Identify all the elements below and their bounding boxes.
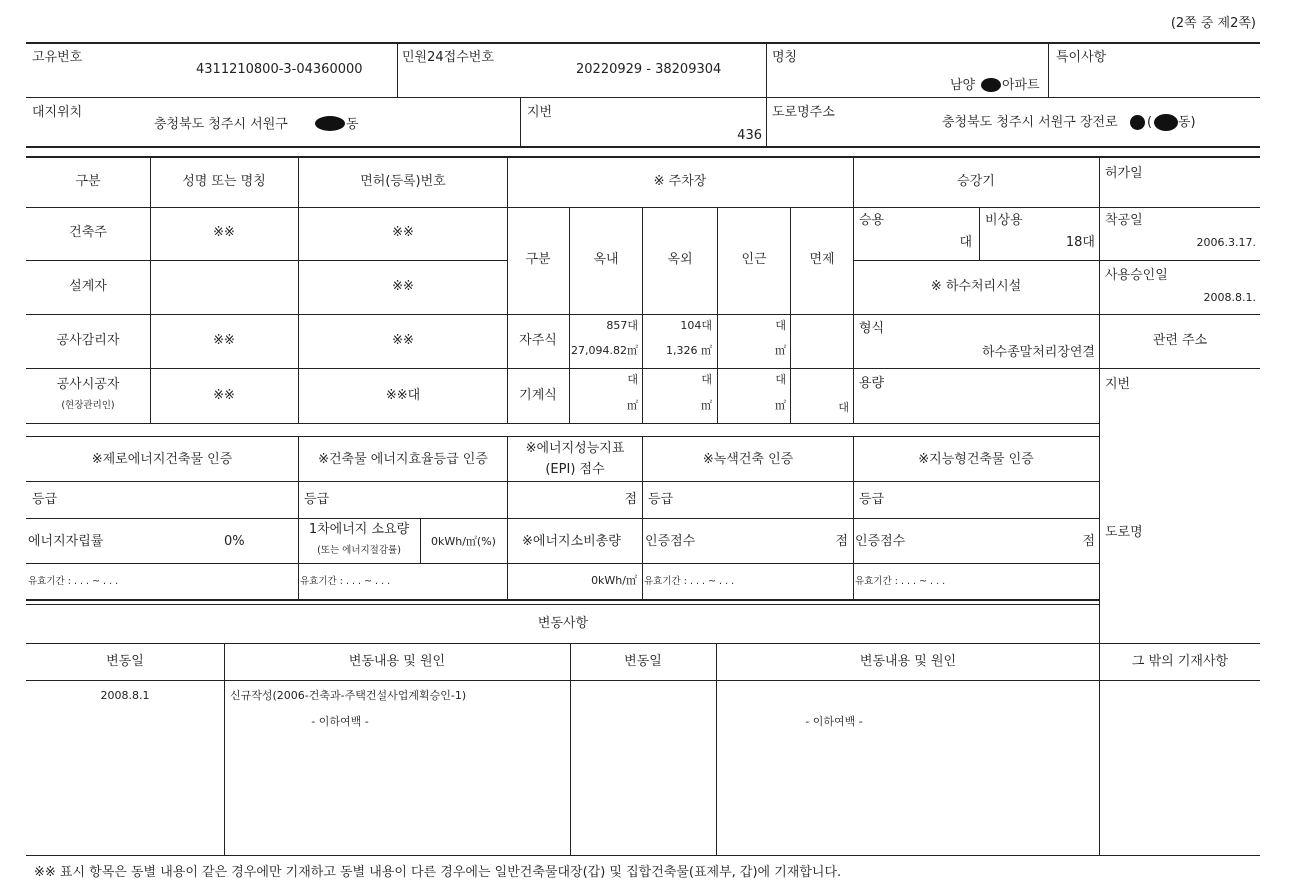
eff-validity: 유효기간 : . . . ~ . . . — [300, 576, 391, 587]
minwon-value: 20220929 - 38209304 — [576, 62, 722, 77]
smart-cert: ※지능형건축물 인증 — [918, 452, 1034, 467]
zero-energy-cert: ※제로에너지건축물 인증 — [91, 452, 233, 467]
road-address-label: 도로명주소 — [772, 105, 835, 120]
lot-value: 436 — [737, 128, 762, 143]
emergency-label: 비상용 — [985, 213, 1023, 228]
changes-col-date-1: 변동일 — [106, 654, 144, 669]
related-lot-label: 지번 — [1105, 377, 1131, 392]
primary-energy-label: 1차에너지 소요량 — [308, 522, 410, 537]
smart-grade-label: 등급 — [859, 492, 885, 507]
parking-title: ※ 주차장 — [653, 174, 707, 189]
redaction-mark — [981, 78, 1001, 92]
smart-score-label: 인증점수 — [855, 534, 906, 549]
changes-col-content-1: 변동내용 및 원인 — [348, 654, 446, 669]
people-col-category: 구분 — [75, 174, 101, 189]
mech-nearby-count: 대 — [775, 373, 786, 386]
mech-nearby-area: ㎡ — [775, 399, 786, 412]
supervisor-license: ※※ — [392, 333, 414, 348]
mech-indoor-count: 대 — [627, 373, 638, 386]
contractor-name: ※※ — [213, 388, 235, 403]
owner-role: 건축주 — [69, 225, 107, 240]
sewage-type-label: 형식 — [859, 321, 885, 336]
site-location-label: 대지위치 — [32, 105, 83, 120]
epi-line2: (EPI) 점수 — [545, 462, 605, 477]
related-road-label: 도로명 — [1105, 525, 1143, 540]
blank-below-2: - 이하여백 - — [805, 715, 863, 728]
self-reliance-label: 에너지자립률 — [28, 534, 104, 549]
parking-mech-label: 기계식 — [519, 388, 557, 403]
people-col-license: 면허(등록)번호 — [360, 174, 446, 189]
self-outdoor-count: 104대 — [680, 319, 712, 332]
supervisor-name: ※※ — [213, 333, 235, 348]
zero-grade-label: 등급 — [32, 492, 58, 507]
emergency-value: 18대 — [1065, 235, 1095, 250]
eff-grade-label: 등급 — [304, 492, 330, 507]
related-address-label: 관련 주소 — [1152, 333, 1208, 348]
zero-validity: 유효기간 : . . . ~ . . . — [28, 576, 119, 587]
approval-date-label: 사용승인일 — [1105, 268, 1168, 283]
start-date-label: 착공일 — [1105, 213, 1143, 228]
mech-outdoor-count: 대 — [701, 373, 712, 386]
total-consumption-value: 0kWh/㎡ — [591, 574, 637, 587]
change-entry-content: 신규작성(2006-건축과-주택건설사업계획승인-1) — [230, 689, 467, 702]
unique-no-value: 4311210800-3-04360000 — [196, 62, 363, 77]
primary-energy-value: 0kWh/㎡(%) — [431, 535, 496, 548]
site-location-suffix: 동 — [346, 117, 359, 132]
road-address-prefix: 충청북도 청주시 서원구 장전로 — [942, 115, 1118, 130]
self-outdoor-area: 1,326 ㎡ — [666, 344, 712, 357]
name-value-suffix: 아파트 — [1002, 78, 1040, 93]
sewage-type-value: 하수종말처리장연결 — [981, 345, 1095, 360]
epi-unit: 점 — [624, 492, 637, 507]
energy-efficiency-cert: ※건축물 에너지효율등급 인증 — [318, 452, 488, 467]
owner-license: ※※ — [392, 225, 414, 240]
green-score-label: 인증점수 — [645, 534, 696, 549]
road-address-mid: ( — [1147, 115, 1153, 130]
lot-label: 지번 — [527, 105, 553, 120]
self-reliance-value: 0% — [224, 534, 245, 549]
primary-energy-sub: (또는 에너지절감률) — [317, 545, 401, 556]
unique-no-label: 고유번호 — [32, 50, 83, 65]
changes-col-content-2: 변동내용 및 원인 — [859, 654, 957, 669]
page-indicator: (2쪽 중 제2쪽) — [1170, 16, 1256, 31]
total-consumption-label: ※에너지소비총량 — [522, 534, 621, 549]
designer-license: ※※ — [392, 279, 414, 294]
site-location-prefix: 충청북도 청주시 서원구 — [154, 117, 288, 132]
special-label: 특이사항 — [1056, 50, 1107, 65]
contractor-license: ※※대 — [385, 388, 421, 403]
mech-outdoor-area: ㎡ — [701, 399, 712, 412]
passenger-value: 대 — [959, 235, 972, 250]
parking-col-exempt: 면제 — [809, 252, 835, 267]
designer-role: 설계자 — [69, 279, 107, 294]
self-nearby-area: ㎡ — [775, 344, 786, 357]
redaction-mark — [1154, 114, 1178, 131]
changes-col-date-2: 변동일 — [624, 654, 662, 669]
self-indoor-count: 857대 — [606, 319, 638, 332]
elevator-title: 승강기 — [957, 174, 995, 189]
parking-col-category: 구분 — [525, 252, 551, 267]
parking-col-indoor: 옥내 — [593, 252, 619, 267]
owner-name: ※※ — [213, 225, 235, 240]
exempt-value: 대 — [838, 401, 849, 414]
sewage-title: ※ 하수처리시설 — [930, 279, 1022, 294]
permit-date-label: 허가일 — [1105, 166, 1143, 181]
redaction-mark — [1130, 115, 1145, 130]
epi-line1: ※에너지성능지표 — [525, 441, 625, 456]
smart-validity: 유효기간 : . . . ~ . . . — [855, 576, 946, 587]
name-value-prefix: 남양 — [950, 78, 976, 93]
green-validity: 유효기간 : . . . ~ . . . — [644, 576, 735, 587]
green-grade-label: 등급 — [648, 492, 674, 507]
approval-date-value: 2008.8.1. — [1203, 291, 1256, 304]
main-top-border — [26, 156, 1260, 158]
footnote: ※※ 표시 항목은 동별 내용이 같은 경우에만 기재하고 동별 내용이 다른 경우에는 일반건축물대장(갑) 및 집합건축물(표제부, 갑)에 기재합니다. — [34, 865, 842, 880]
change-entry-date: 2008.8.1 — [100, 689, 150, 702]
parking-col-outdoor: 옥외 — [667, 252, 693, 267]
minwon-label: 민원24접수번호 — [402, 50, 494, 65]
changes-col-other: 그 밖의 기재사항 — [1131, 654, 1229, 669]
road-address-suffix: 동) — [1178, 115, 1196, 130]
green-cert: ※녹색건축 인증 — [702, 452, 794, 467]
changes-title: 변동사항 — [537, 616, 589, 631]
header-divider — [26, 97, 1260, 98]
supervisor-role: 공사감리자 — [56, 333, 120, 348]
name-label: 명칭 — [772, 50, 798, 65]
passenger-label: 승용 — [859, 213, 885, 228]
self-nearby-count: 대 — [775, 319, 786, 332]
smart-score-unit: 점 — [1082, 534, 1095, 549]
sewage-capacity-label: 용량 — [859, 376, 885, 391]
green-score-unit: 점 — [835, 534, 848, 549]
header-top-border — [26, 42, 1260, 44]
self-indoor-area: 27,094.82㎡ — [571, 344, 638, 357]
parking-self-label: 자주식 — [519, 333, 557, 348]
header-bottom-border — [26, 146, 1260, 148]
redaction-mark — [315, 116, 345, 131]
parking-col-nearby: 인근 — [741, 252, 767, 267]
people-col-name: 성명 또는 명칭 — [182, 174, 266, 189]
contractor-role: 공사시공자 — [56, 377, 120, 392]
contractor-sub: (현장관리인) — [61, 400, 115, 411]
mech-indoor-area: ㎡ — [627, 399, 638, 412]
start-date-value: 2006.3.17. — [1196, 236, 1256, 249]
blank-below-1: - 이하여백 - — [311, 715, 369, 728]
